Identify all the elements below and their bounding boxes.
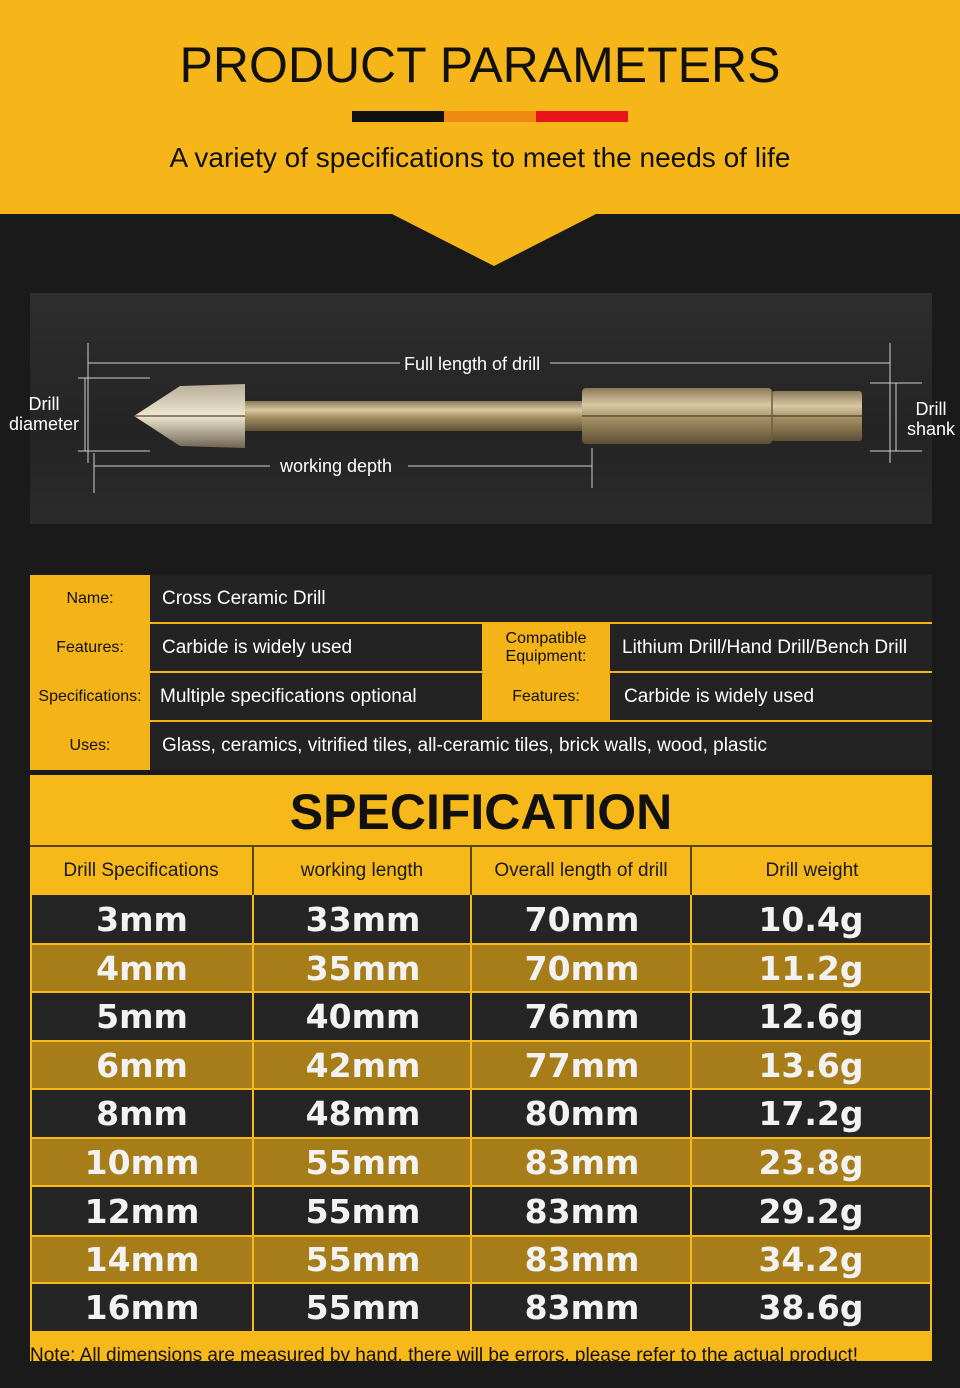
drill-weight-cell: 38.6g: [758, 1288, 864, 1327]
column-divider: [690, 1139, 692, 1185]
drill-spec-cell: 10mm: [84, 1142, 200, 1182]
table-row: [32, 1139, 930, 1185]
column-divider: [470, 1284, 472, 1331]
drill-weight-cell: 12.6g: [758, 997, 864, 1036]
overall-length-cell: 77mm: [524, 1045, 640, 1085]
working-length-cell: 55mm: [305, 1288, 421, 1327]
column-divider: [690, 945, 692, 991]
drill-weight-cell: 13.6g: [758, 1045, 864, 1085]
drill-weight-cell: 10.4g: [758, 899, 864, 939]
table-row: [32, 993, 930, 1040]
compatible-equipment-value: Lithium Drill/Hand Drill/Bench Drill: [610, 624, 932, 671]
overall-length-cell: 70mm: [524, 899, 640, 939]
working-length-cell: 33mm: [305, 899, 421, 939]
drill-diameter-line-2: diameter: [8, 414, 80, 434]
header-col-divider: [252, 847, 254, 895]
column-divider: [470, 895, 472, 943]
drill-weight-cell: 29.2g: [758, 1191, 864, 1231]
table-row: [32, 1187, 930, 1235]
column-header-drill-specifications: Drill Specifications: [63, 860, 219, 881]
drill-weight-cell: 17.2g: [758, 1094, 864, 1133]
disclaimer-note: Note: All dimensions are measured by hand, there will be errors, please refer to the actual product!: [30, 1345, 858, 1366]
drill-shank-label: [896, 399, 960, 439]
column-divider: [690, 993, 692, 1040]
table-row: [32, 945, 930, 991]
drill-spec-cell: 12mm: [84, 1191, 200, 1231]
color-stripes: [352, 111, 628, 122]
column-divider: [690, 1042, 692, 1088]
column-divider: [252, 1090, 254, 1137]
overall-length-cell: 83mm: [524, 1288, 640, 1327]
column-divider: [470, 1042, 472, 1088]
column-divider: [690, 1284, 692, 1331]
features-value: Carbide is widely used: [150, 624, 482, 671]
overall-length-cell: 76mm: [524, 997, 640, 1036]
working-length-cell: 40mm: [305, 997, 421, 1036]
page-title: PRODUCT PARAMETERS: [179, 37, 781, 93]
compatible-label-line-2: Equipment:: [505, 647, 587, 665]
drill-weight-cell: 11.2g: [758, 948, 864, 988]
table-row: [32, 1042, 930, 1088]
column-divider: [252, 1237, 254, 1282]
column-divider: [690, 1187, 692, 1235]
working-depth-label: working depth: [280, 456, 393, 476]
drill-diameter-label: [4, 394, 84, 434]
column-header-working-length: working length: [300, 860, 424, 881]
drill-shank-line-2: shank: [906, 419, 956, 439]
specifications-value: Multiple specifications optional: [150, 673, 482, 720]
specification-table: [30, 775, 932, 1361]
specification-title: SPECIFICATION: [289, 784, 673, 840]
column-divider: [252, 1139, 254, 1185]
working-length-cell: 35mm: [305, 948, 421, 988]
drill-diameter-line-1: Drill: [28, 394, 60, 414]
column-divider: [252, 1284, 254, 1331]
drill-spec-cell: 3mm: [96, 899, 188, 939]
overall-length-cell: 70mm: [524, 948, 640, 988]
drill-spec-cell: 8mm: [96, 1094, 188, 1133]
header-col-divider: [690, 847, 692, 895]
page-subtitle: A variety of specifications to meet the needs of life: [169, 142, 791, 173]
overall-length-cell: 83mm: [524, 1240, 640, 1279]
column-divider: [690, 1237, 692, 1282]
working-length-cell: 55mm: [305, 1240, 421, 1279]
column-divider: [252, 993, 254, 1040]
drill-shank-line-1: Drill: [915, 399, 947, 419]
column-divider: [690, 895, 692, 943]
compatible-label-line-1: Compatible: [505, 629, 587, 647]
column-divider: [470, 993, 472, 1040]
drill-weight-cell: 34.2g: [758, 1240, 864, 1279]
column-divider: [252, 895, 254, 943]
column-divider: [252, 1187, 254, 1235]
features2-value: Carbide is widely used: [610, 673, 932, 720]
column-divider: [470, 945, 472, 991]
working-length-cell: 55mm: [305, 1191, 421, 1231]
uses-value: Glass, ceramics, vitrified tiles, all-ceramic tiles, brick walls, wood, plastic: [150, 722, 932, 770]
overall-length-cell: 80mm: [524, 1094, 640, 1133]
column-divider: [252, 945, 254, 991]
column-divider: [470, 1187, 472, 1235]
table-row: [32, 1237, 930, 1282]
drill-illustration: [30, 293, 932, 524]
stripe-red: [536, 111, 628, 122]
working-length-cell: 48mm: [305, 1094, 421, 1133]
drill-spec-cell: 4mm: [96, 948, 188, 988]
drill-diagram: [8, 293, 956, 524]
overall-length-cell: 83mm: [524, 1142, 640, 1182]
uses-label: Uses:: [30, 722, 150, 770]
column-divider: [470, 1090, 472, 1137]
drill-weight-cell: 23.8g: [758, 1142, 864, 1182]
column-divider: [470, 1237, 472, 1282]
stripe-orange: [444, 111, 536, 122]
column-header-drill-weight: Drill weight: [765, 860, 859, 881]
table-row: [32, 1284, 930, 1331]
column-divider: [690, 1090, 692, 1137]
header-banner: [0, 0, 960, 268]
drill-spec-cell: 5mm: [96, 997, 188, 1036]
drill-spec-cell: 16mm: [84, 1288, 200, 1327]
working-length-cell: 55mm: [305, 1142, 421, 1182]
stripe-black: [352, 111, 444, 122]
full-length-label: Full length of drill: [404, 354, 541, 374]
column-divider: [470, 1139, 472, 1185]
header-col-divider: [470, 847, 472, 895]
column-divider: [252, 1042, 254, 1088]
drill-spec-cell: 6mm: [96, 1045, 188, 1085]
overall-length-cell: 83mm: [524, 1191, 640, 1231]
working-length-cell: 42mm: [305, 1045, 421, 1085]
name-value: Cross Ceramic Drill: [150, 575, 932, 622]
table-row: [32, 1090, 930, 1137]
drill-spec-cell: 14mm: [84, 1240, 200, 1279]
compatible-equipment-label: [482, 624, 610, 671]
features2-label: Features:: [482, 673, 610, 720]
specifications-label: Specifications:: [30, 673, 150, 720]
column-header-overall-length: Overall length of drill: [494, 860, 668, 881]
name-label: Name:: [30, 575, 150, 622]
features-label: Features:: [30, 624, 150, 671]
table-row: [32, 895, 930, 943]
